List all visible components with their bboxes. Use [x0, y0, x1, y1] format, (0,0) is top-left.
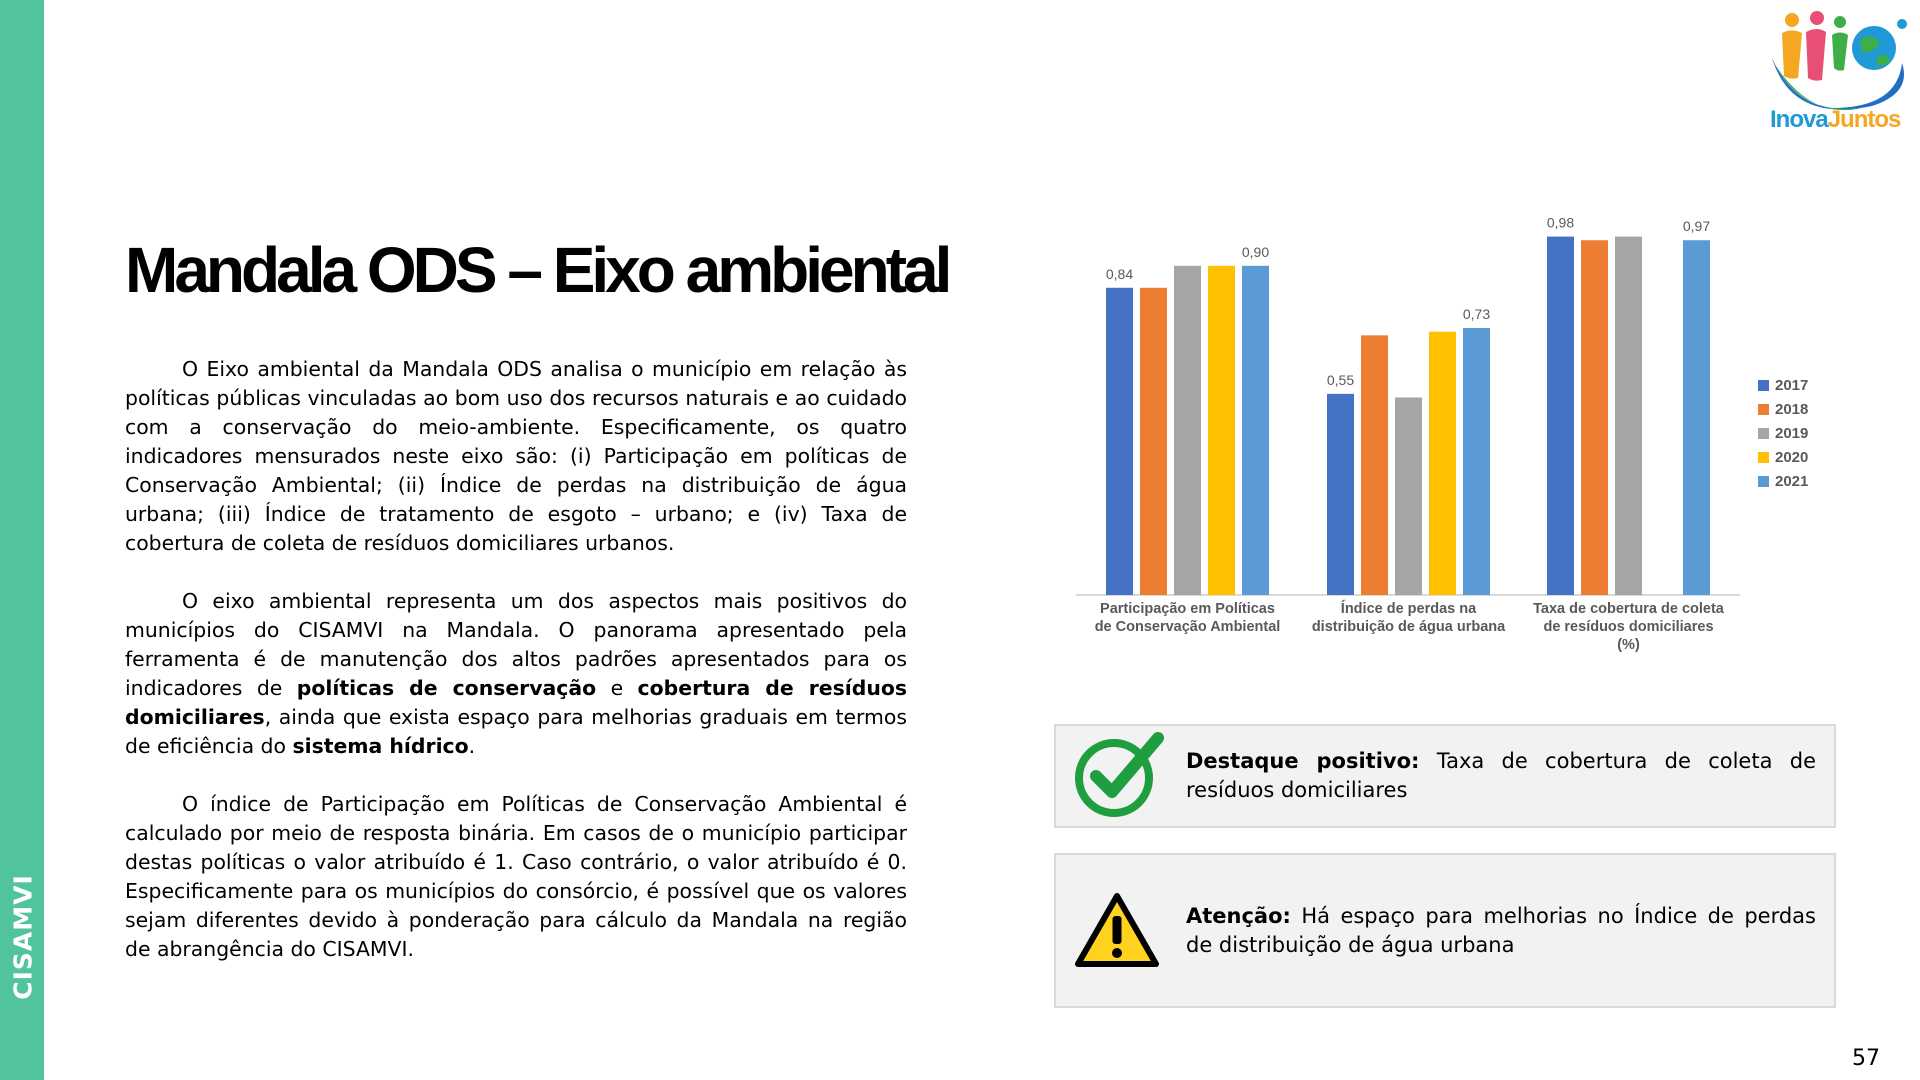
paragraph-2-text-3: , ainda que exista espaço para melhorias graduais em termos de eficiência do: [125, 705, 907, 758]
legend-swatch-2018: [1758, 404, 1769, 415]
side-bar-label: CISAMVI: [8, 874, 38, 1000]
paragraph-2-text-1: O eixo ambiental representa um dos aspectos mais positivos do municípios do CISAMVI na Mandala. O panorama apresentado pela ferramenta é de manutenção dos altos padrões apresentados para os indicadores de: [125, 589, 907, 700]
category-label-1-line-2: de Conservação Ambiental: [1094, 619, 1281, 635]
positive-highlight-text: [1186, 747, 1816, 805]
attention-label: Atenção:: [1186, 903, 1291, 928]
bar-2018-cat1: [1140, 288, 1167, 595]
bar-2019-cat2: [1395, 398, 1422, 596]
category-label-2-line-2: distribuição de água urbana: [1311, 619, 1506, 635]
page-title: Mandala ODS – Eixo ambiental: [125, 234, 949, 306]
logo-word-1: Inova: [1770, 106, 1828, 133]
data-label-3: 0,55: [1326, 371, 1355, 388]
warning-icon: [1074, 892, 1160, 970]
legend-label-2018: 2018: [1775, 401, 1809, 418]
category-label-2-line-1: Índice de perdas na: [1340, 601, 1477, 617]
legend-swatch-2020: [1758, 452, 1769, 463]
bar-2017-cat3: [1547, 237, 1574, 595]
legend-label-2017: 2017: [1775, 377, 1809, 394]
legend-swatch-2019: [1758, 428, 1769, 439]
attention-box: [1054, 853, 1836, 1008]
bar-2021-cat2: [1463, 328, 1490, 595]
category-label-3-line-2: de resíduos domiciliares: [1543, 619, 1714, 635]
paragraph-2-text-2: e: [596, 676, 638, 700]
logo-wordmark: [1770, 106, 1900, 134]
bar-2021-cat1: [1242, 266, 1269, 595]
legend-label-2019: 2019: [1775, 425, 1809, 442]
bar-chart: [1070, 180, 1840, 670]
bar-2018-cat3: [1581, 240, 1608, 595]
bar-2017-cat1: [1106, 288, 1133, 595]
data-label-6: 0,97: [1682, 218, 1711, 235]
logo-word-2: Juntos: [1827, 106, 1901, 133]
paragraph-1: O Eixo ambiental da Mandala ODS analisa o município em relação às políticas públicas vinculadas ao bom uso dos recursos naturais e ao cuidado com a conservação do meio-ambiente. Especificamente, os quatro indicadores mensurados neste eixo são: (i) Participação em políticas de Conservação Ambiental; (ii) Índice de perdas na distribuição de água urbana; (iii) Índice de tratamento de esgoto – urbano; e (iv) Taxa de cobertura de coleta de resíduos domiciliares urbanos.: [125, 357, 907, 555]
category-label-1-line-1: Participação em Políticas: [1100, 601, 1275, 617]
side-bar: [0, 0, 44, 1080]
check-icon: [1074, 732, 1170, 820]
legend-label-2020: 2020: [1775, 449, 1809, 466]
data-label-2: 0,90: [1241, 243, 1270, 260]
bar-2018-cat2: [1361, 335, 1388, 595]
bar-2020-cat2: [1429, 332, 1456, 595]
positive-highlight-box: [1054, 724, 1836, 828]
legend-swatch-2021: [1758, 476, 1769, 487]
category-label-3-line-1: Taxa de cobertura de coleta: [1533, 601, 1724, 617]
positive-highlight-label: Destaque positivo:: [1186, 749, 1420, 773]
positive-highlight-body: Taxa de cobertura de coleta de resíduos domiciliares: [1186, 749, 1816, 802]
paragraph-2-bold-1: políticas de conservação: [296, 676, 597, 700]
bar-2019-cat1: [1174, 266, 1201, 595]
bar-2017-cat2: [1327, 394, 1354, 595]
body-text: [125, 355, 907, 964]
bar-2020-cat1: [1208, 266, 1235, 595]
attention-body: Há espaço para melhorias no Índice de perdas de distribuição de água urbana: [1186, 903, 1816, 957]
data-label-4: 0,73: [1462, 306, 1491, 323]
bar-2021-cat3: [1683, 240, 1710, 595]
paragraph-2: [125, 587, 907, 761]
page-number: 57: [1852, 1046, 1880, 1071]
data-label-1: 0,84: [1105, 265, 1134, 282]
paragraph-3: O índice de Participação em Políticas de Conservação Ambiental é calculado por meio de resposta binária. Em casos de o município participar destas políticas o valor atribuído é 1. Caso contrário, o valor atribuído é 0. Especificamente para os municípios do consórcio, é possível que os valores sejam diferentes devido à ponderação para cálculo da Mandala na região de abrangência do CISAMVI.: [125, 792, 907, 961]
category-label-3-line-3: (%): [1617, 637, 1640, 653]
legend-swatch-2017: [1758, 380, 1769, 391]
attention-text: [1186, 902, 1816, 960]
bar-2019-cat3: [1615, 237, 1642, 595]
data-label-5: 0,98: [1546, 214, 1575, 231]
paragraph-2-bold-2: cobertura de resíduos domiciliares: [125, 676, 907, 729]
bar-chart-svg: [1070, 180, 1840, 670]
paragraph-2-text-4: .: [468, 734, 476, 758]
paragraph-2-bold-3: sistema hídrico: [292, 734, 469, 758]
legend-label-2021: 2021: [1775, 473, 1809, 490]
